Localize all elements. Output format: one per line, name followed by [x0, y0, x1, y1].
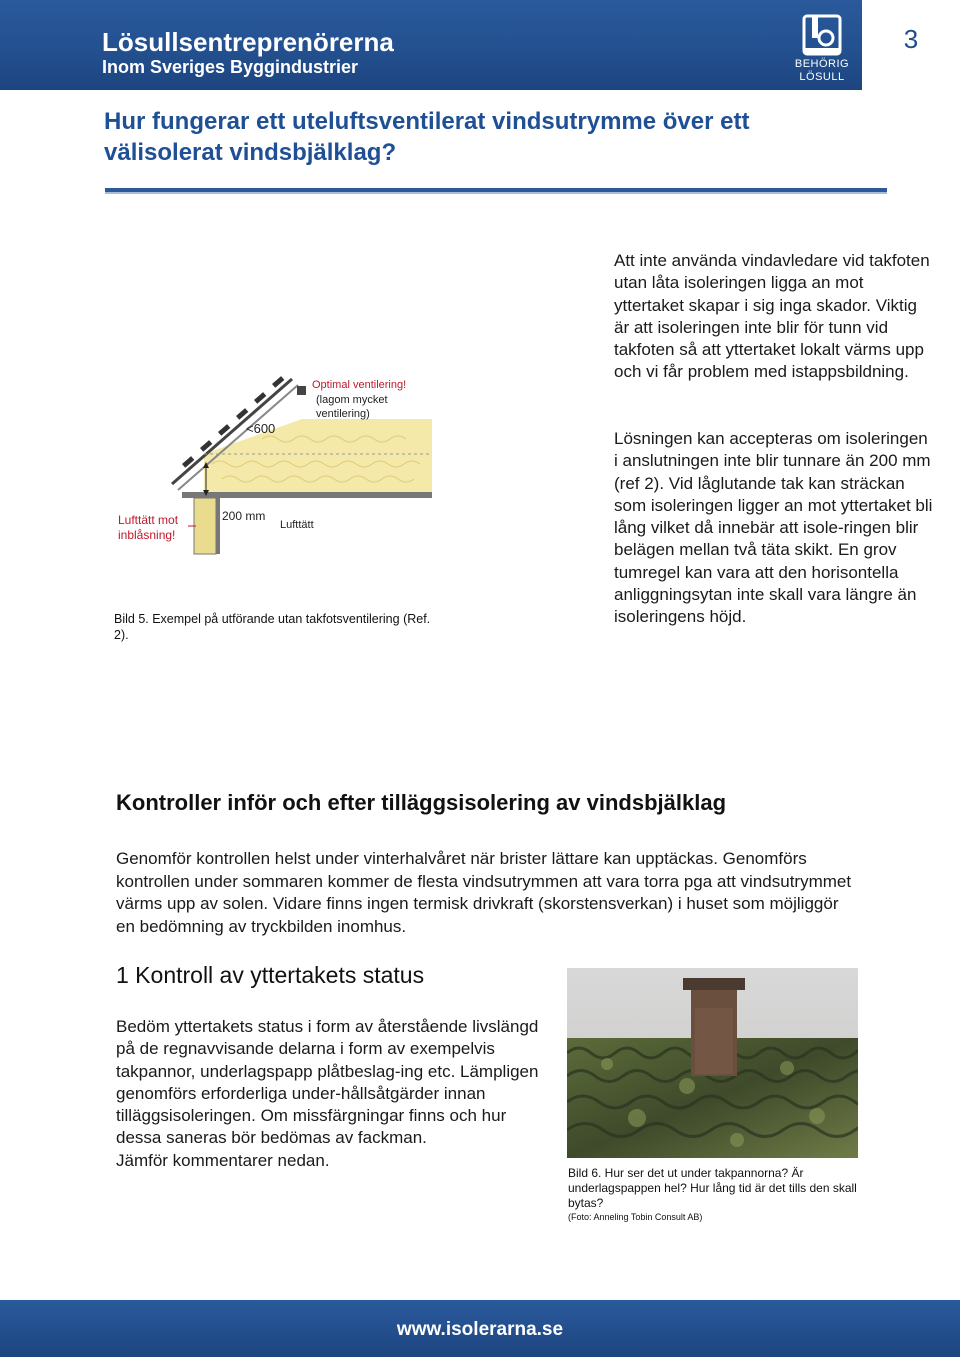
paragraph-losningen: Lösningen kan accepteras om isoleringen i anslutningen inte blir tunnare än 200 mm (ref 2). Vid låglutande tak kan sträckan som isoleringen ligger an mot yttertaket bli lång vilket då innebär att isole-ringen blir belägen mellan två täta skikt. En grov tumregel kan vara att den horisontella anliggningsytan inte skall vara längre än isoleringens höjd.: [614, 429, 933, 627]
label-lagom-1: (lagom mycket: [316, 394, 388, 406]
page-number: 3: [862, 0, 960, 90]
roof-tiles-photo: [567, 968, 858, 1158]
photo-credit: (Foto: Anneling Tobin Consult AB): [568, 1212, 703, 1222]
caption-bild-6: Bild 6. Hur ser det ut under takpannorna? Är underlagspappen hel? Hur lång tid är det tills den skall bytas?: [568, 1166, 857, 1210]
paragraph-yttertak: Bedöm yttertakets status i form av återstående livslängd på de regnavvisande delarna i form av exempelvis takpannor, underlagspapp plåtbeslag-ing etc. Lämpligen genomförs erforderliga under-hållsåtgärder innan tilläggsisoleringen. Om missfärgningar finns och hur dessa saneras bör bedömas av fackman. Jämför kommentarer nedan.: [116, 1017, 539, 1170]
section-heading: Kontroller inför och efter tilläggsisolering av vindsbjälklag: [116, 790, 727, 815]
paragraph-vindavledare: Att inte använda vindavledare vid takfoten utan låta isoleringen ligga an mot yttertaket skapar i sig inga skador. Viktig är att isoleringen inte blir för tunn vid takfoten så att yttertaket lokalt värms upp och vi får problem med istappsbildning.: [614, 251, 930, 382]
logo-text-behorig: BEHÖRIG: [794, 58, 850, 70]
main-heading: Hur fungerar ett uteluftsventilerat vindsutrymme över ett välisolerat vindsbjälklag?: [104, 108, 750, 166]
label-optimal: Optimal ventilering!: [312, 379, 407, 391]
ceiling-joist: [182, 492, 432, 498]
legend-swatch: [297, 386, 306, 395]
sub-heading-yttertak: 1 Kontroll av yttertakets status: [116, 962, 425, 988]
eaves-insulation-diagram: [112, 364, 432, 564]
footer-bar: [0, 1300, 960, 1357]
wall-insulation: [194, 498, 216, 554]
brand-subtitle: Inom Sveriges Byggindustrier: [102, 57, 359, 77]
behorig-losull-logo: [790, 12, 854, 84]
footer-website-link[interactable]: www.isolerarna.se: [396, 1319, 564, 1340]
label-600: <600: [246, 421, 276, 436]
label-blow-2: inblåsning!: [118, 528, 176, 542]
caption-bild-5: Bild 5. Exempel på utförande utan takfotsventilering (Ref. 2).: [114, 612, 431, 642]
label-blow-1: Lufttätt mot: [118, 513, 179, 527]
insulation-fill: [204, 419, 432, 494]
header-bar: [0, 0, 960, 90]
logo-mark-icon: [790, 12, 854, 58]
brand-title: Lösullsentreprenörerna: [102, 27, 394, 57]
label-200mm: 200 mm: [222, 509, 266, 523]
heading-divider: [105, 188, 887, 194]
label-lufttatt: Lufttätt: [280, 519, 314, 531]
logo-text-losull: LÖSULL: [799, 71, 845, 83]
label-lagom-2: ventilering): [316, 408, 370, 420]
paragraph-kontroll-intro: Genomför kontrollen helst under vinterhalvåret när brister lättare kan upptäckas. Genomförs kontrollen under sommaren kommer de flesta vindsutrymmen att vara torra pga att vindsutrymmet värms upp av solen. Vidare finns ingen termisk drivkraft (skorstensverkan) i huset som möjliggör en bedömning av tryckbilden inomhus.: [116, 849, 852, 936]
